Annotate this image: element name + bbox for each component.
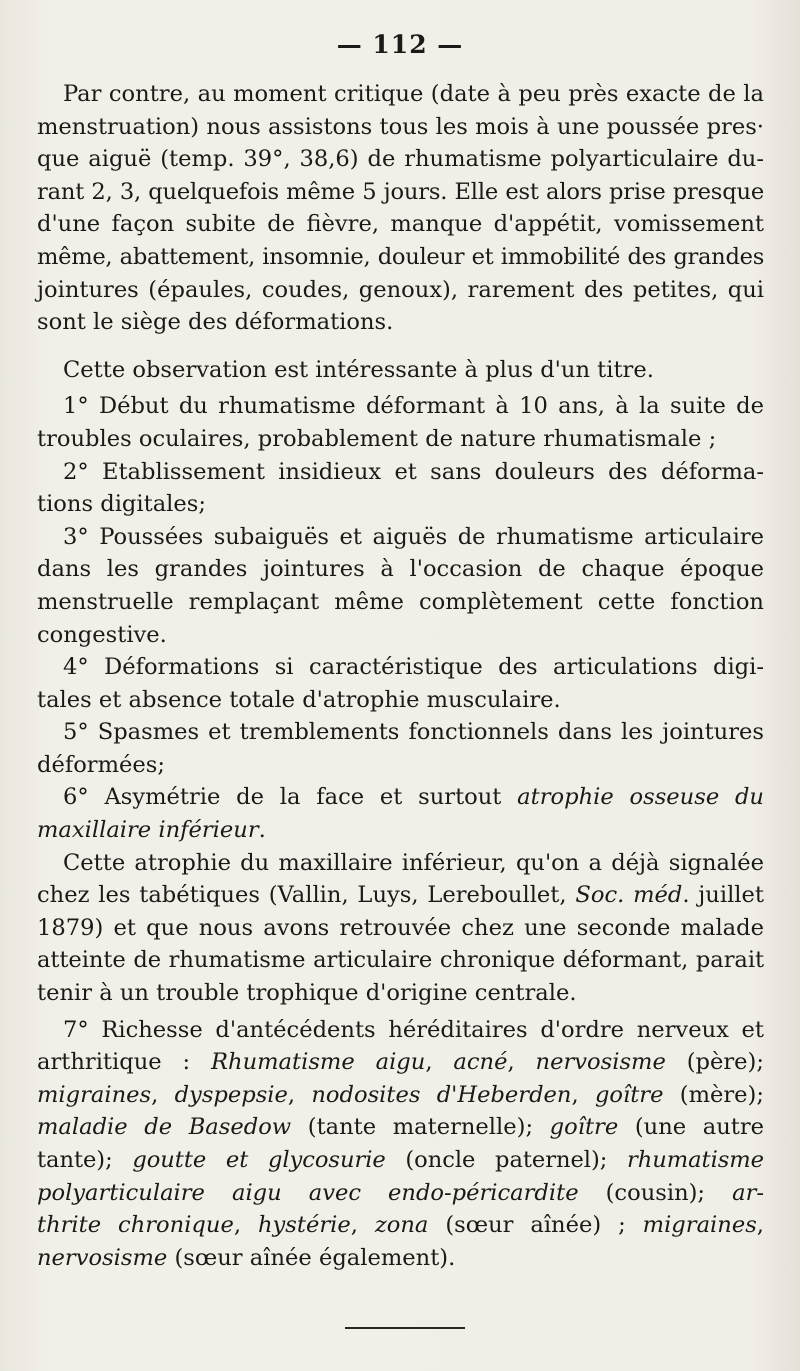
text-line: jointures (épaules, coudes, genoux), rarement des petites, qui <box>37 276 764 303</box>
text-line: menstruation) nous assistons tous les mois à une poussée pres· <box>37 113 764 140</box>
text-line: d'une façon subite de fièvre, manque d'appétit, vomissement <box>37 211 764 238</box>
text-line: tenir à un trouble trophique d'origine centrale. <box>37 980 577 1007</box>
text-line: déformées; <box>37 751 165 778</box>
text-line: chez les tabétiques (Vallin, Luys, Lereboullet, Soc. méd. juillet <box>37 882 764 909</box>
text-line: 4° Déformations si caractéristique des articulations digi- <box>63 654 764 681</box>
body-text <box>37 78 764 1274</box>
text-line: atteinte de rhumatisme articulaire chronique déformant, parait <box>37 947 764 974</box>
text-line: congestive. <box>37 621 167 648</box>
text-line: 3° Poussées subaiguës et aiguës de rhumatisme articulaire <box>63 523 764 550</box>
text-line: tales et absence totale d'atrophie musculaire. <box>37 686 561 713</box>
text-line: arthritique : Rhumatisme aigu, acné, nervosisme (père); <box>37 1049 764 1076</box>
text-line: 1° Début du rhumatisme déformant à 10 ans, à la suite de <box>63 393 764 420</box>
page-number: — 112 — <box>336 30 464 59</box>
text-line: menstruelle remplaçant même complètement cette fonction <box>37 588 764 615</box>
text-line: que aiguë (temp. 39°, 38,6) de rhumatisme polyarticulaire du- <box>37 146 764 173</box>
text-line: Cette atrophie du maxillaire inférieur, qu'on a déjà signalée <box>63 849 764 876</box>
text-line: tions digitales; <box>37 491 206 518</box>
text-line: 2° Etablissement insidieux et sans douleurs des déforma- <box>63 458 764 485</box>
text-line: tante); goutte et glycosurie (oncle paternel); rhumatisme <box>37 1147 764 1173</box>
text-line: thrite chronique, hystérie, zona (sœur aînée) ; migraines, <box>37 1212 764 1239</box>
text-line: 7° Richesse d'antécédents héréditaires d'ordre nerveux et <box>63 1016 764 1043</box>
text-line: maladie de Basedow (tante maternelle); goître (une autre <box>37 1114 764 1141</box>
text-line: polyarticulaire aigu avec endo-péricardite (cousin); ar- <box>37 1179 764 1206</box>
text-line: même, abattement, insomnie, douleur et immobilité des grandes <box>37 243 764 270</box>
text-line: dans les grandes jointures à l'occasion de chaque époque <box>37 556 764 583</box>
text-line: sont le siège des déformations. <box>37 309 394 336</box>
text-line: maxillaire inférieur. <box>37 817 266 844</box>
text-line: rant 2, 3, quelquefois même 5 jours. Elle est alors prise presque <box>37 178 764 205</box>
text-line: 1879) et que nous avons retrouvée chez une seconde malade <box>37 914 764 941</box>
closing-rule <box>345 1327 465 1329</box>
text-line: 6° Asymétrie de la face et surtout atrophie osseuse du <box>63 784 764 811</box>
text-line: migraines, dyspepsie, nodosites d'Heberden, goître (mère); <box>37 1081 764 1108</box>
text-line: Par contre, au moment critique (date à peu près exacte de la <box>63 81 764 107</box>
text-line: Cette observation est intéressante à plus d'un titre. <box>63 356 654 383</box>
text-line: 5° Spasmes et tremblements fonctionnels dans les jointures <box>63 719 764 746</box>
text-line: troubles oculaires, probablement de nature rhumatismale ; <box>37 425 717 452</box>
text-line: nervosisme (sœur aînée également). <box>37 1244 456 1271</box>
